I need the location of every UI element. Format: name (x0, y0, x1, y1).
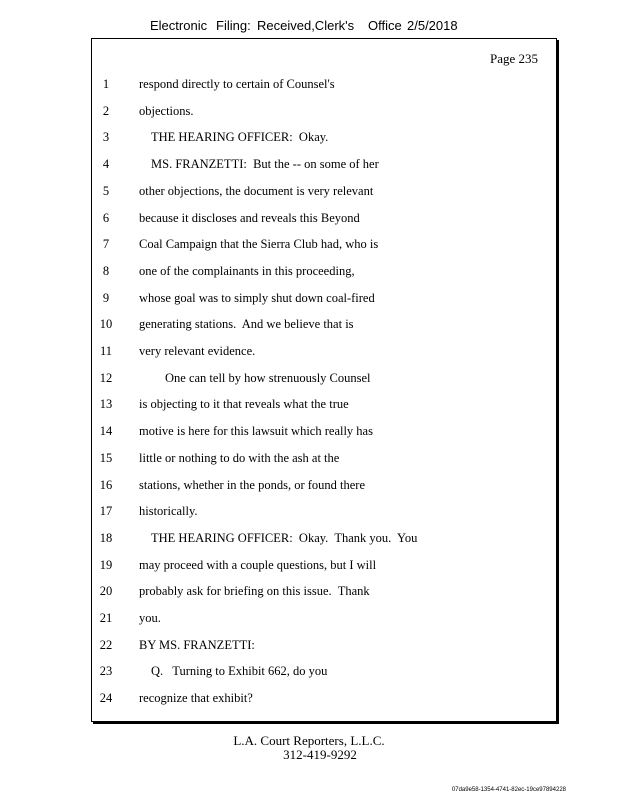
line-text: may proceed with a couple questions, but I will (139, 557, 377, 572)
line-number: 18 (99, 530, 113, 545)
line-text: MS. FRANZETTI: But the -- on some of her (151, 157, 379, 172)
transcript-line (92, 130, 556, 150)
line-number: 11 (99, 344, 113, 358)
line-number: 22 (99, 637, 113, 652)
line-number: 9 (102, 290, 110, 305)
transcript-line (92, 344, 556, 364)
transcript-line (92, 371, 556, 391)
line-text: respond directly to certain of Counsel's (139, 77, 335, 91)
line-number: 21 (99, 611, 113, 625)
line-number: 13 (99, 397, 113, 412)
transcript-line (92, 157, 556, 177)
transcript-line (92, 317, 556, 337)
stamp-word-office: Office (368, 18, 402, 33)
line-text: THE HEARING OFFICER: Okay. (151, 130, 329, 145)
line-text: is objecting to it that reveals what the true (139, 397, 349, 412)
line-number: 1 (102, 77, 110, 91)
transcript-line (92, 451, 556, 471)
stamp-word-received: Received,Clerk's (257, 18, 355, 33)
line-number: 19 (99, 557, 113, 572)
line-number: 4 (102, 157, 110, 172)
line-text: little or nothing to do with the ash at the (139, 450, 340, 465)
page-number: Page 235 (489, 51, 538, 66)
transcript-line (92, 291, 556, 311)
line-text: motive is here for this lawsuit which really has (139, 424, 373, 439)
line-number: 20 (99, 584, 113, 599)
line-number: 10 (99, 317, 113, 332)
stamp-word-filing: Filing: (216, 18, 251, 33)
line-text: One can tell by how strenuously Counsel (165, 370, 371, 385)
line-number: 7 (102, 237, 110, 252)
footer-company: L.A. Court Reporters, L.L.C. (233, 733, 385, 748)
line-number: 14 (99, 424, 113, 439)
line-text: stations, whether in the ponds, or found there (139, 477, 365, 492)
transcript-line (92, 397, 556, 417)
line-number: 3 (102, 130, 110, 145)
line-text: one of the complainants in this proceeding, (139, 263, 355, 278)
transcript-line (92, 104, 556, 124)
stamp-word-electronic: Electronic (150, 18, 208, 33)
line-text: whose goal was to simply shut down coal-fired (139, 290, 375, 305)
line-number: 2 (102, 103, 110, 118)
stamp-date: 2/5/2018 (407, 18, 458, 33)
transcript-line (92, 237, 556, 257)
line-text: THE HEARING OFFICER: Okay. Thank you. You (151, 530, 418, 545)
document-hash: 07da9e58-1354-4741-82ec-19ce97894228 (451, 787, 566, 793)
transcript-line (92, 504, 556, 524)
line-number: 6 (102, 210, 110, 225)
transcript-line (92, 478, 556, 498)
line-number: 8 (102, 263, 110, 278)
line-number: 12 (99, 370, 113, 385)
line-number: 24 (99, 691, 113, 706)
line-number: 15 (99, 450, 113, 465)
line-text: Q. Turning to Exhibit 662, do you (151, 664, 328, 679)
transcript-line (92, 184, 556, 204)
line-text: you. (139, 611, 161, 625)
transcript-line (92, 638, 556, 658)
transcript-line (92, 584, 556, 604)
footer-phone: 312-419-9292 (283, 747, 357, 762)
transcript-line (92, 264, 556, 284)
line-text: generating stations. And we believe that is (139, 317, 354, 332)
line-number: 16 (99, 477, 113, 492)
line-text: recognize that exhibit? (139, 691, 253, 706)
line-text: other objections, the document is very relevant (139, 183, 374, 198)
transcript-page (91, 38, 557, 722)
line-text: probably ask for briefing on this issue. Thank (139, 584, 370, 599)
line-number: 5 (102, 183, 110, 198)
transcript-line (92, 211, 556, 231)
line-number: 17 (99, 504, 113, 519)
line-text: because it discloses and reveals this Beyond (139, 210, 360, 225)
transcript-line (92, 531, 556, 551)
transcript-line (92, 77, 556, 97)
transcript-line (92, 611, 556, 631)
transcript-line (92, 558, 556, 578)
transcript-line (92, 691, 556, 711)
transcript-line (92, 664, 556, 684)
line-text: Coal Campaign that the Sierra Club had, who is (139, 237, 379, 252)
line-number: 23 (99, 664, 113, 679)
transcript-line (92, 424, 556, 444)
filing-stamp (0, 18, 618, 38)
line-text: historically. (139, 504, 198, 519)
line-text: very relevant evidence. (139, 344, 256, 358)
line-text: BY MS. FRANZETTI: (139, 637, 255, 652)
line-text: objections. (139, 103, 194, 118)
